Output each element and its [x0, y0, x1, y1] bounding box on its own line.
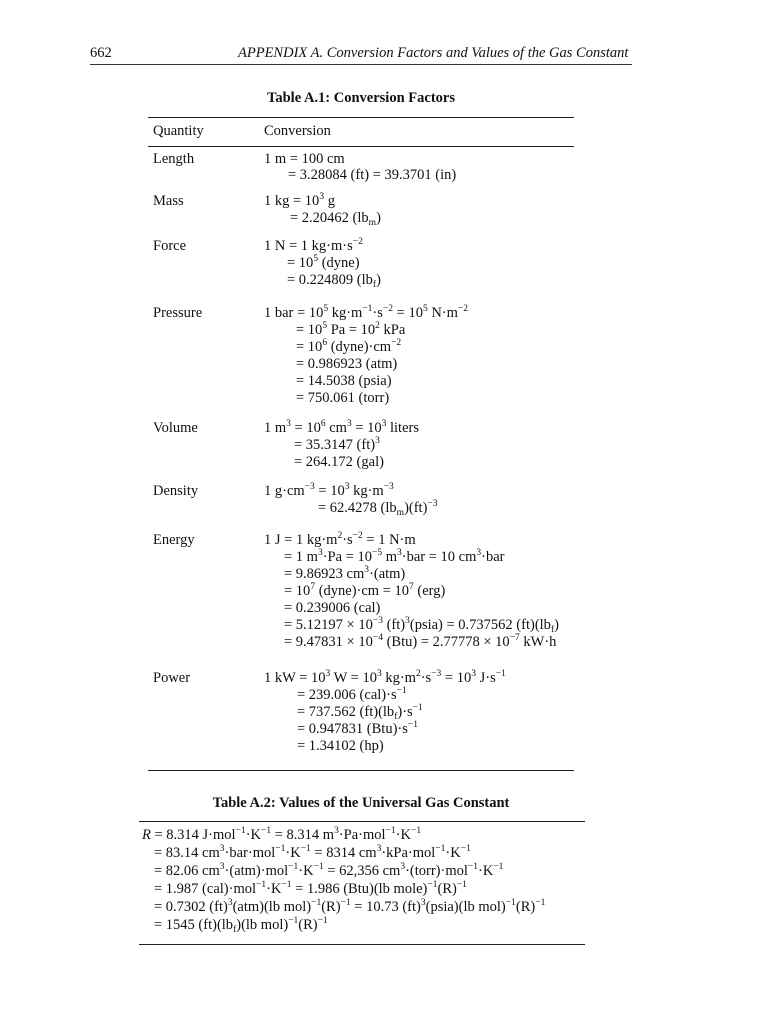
conversion-line: = 62.4278 $(lb_m)(ft)^{-3}$ [318, 499, 438, 518]
table-a2-title: Table A.2: Values of the Universal Gas Constant [212, 795, 510, 811]
table-a1-title: Table A.1: Conversion Factors [267, 90, 455, 106]
conversion-line: = 737.562 $(ft)(lb_f)\cdot s^{-1}$ [297, 703, 423, 722]
quantity-force: Force [153, 238, 187, 254]
quantity-density: Density [153, 483, 199, 499]
conversion-line: = $10^5$ $Pa = 10^2$ kPa [296, 321, 406, 338]
conversion-line: 1 kg = $10^3$ g [264, 192, 335, 209]
gas-constant-line: = 0.7302 (ft)$^3$(atm)(lb $mol)^{-1}(R)^{-1} = 10.73$ (ft)$^3$(psia)(lb $mol)^{-1}(R)^{-1}$ [154, 898, 546, 915]
conversion-line: 1 bar = $10^5$ $kg\cdot m^{-1}\cdot s^{-2} = 10^5$ $N\cdot m^{-2}$ [264, 304, 469, 321]
conversion-line: = 0.224809 $(lb_f)$ [287, 272, 381, 290]
conversion-line: 1 N = 1 $kg\cdot m\cdot s^{-2}$ [264, 237, 363, 254]
conversion-line: = 0.986923 (atm) [296, 356, 398, 372]
quantity-pressure: Pressure [153, 305, 203, 321]
conversion-line: = 9.86923 $cm^3\cdot(atm)$ [284, 565, 406, 582]
conversion-line: = $5.12197 \times 10^{-3}$ (ft)$^3$(psia) = 0.737562 $(ft)(lb_f)$ [284, 616, 559, 635]
quantity-mass: Mass [153, 193, 184, 209]
page-number: 662 [90, 45, 112, 61]
running-title: APPENDIX A. Conversion Factors and Values of the Gas Constant [238, 45, 629, 61]
gas-constant-line: R = 8.314 $J\cdot mol^{-1}\cdot K^{-1} = 8.314$ $m^3\cdot Pa\cdot mol^{-1}\cdot K^{-1}$ [142, 826, 422, 843]
conversion-line: = 1.34102 (hp) [297, 738, 384, 754]
conversion-line: = 239.006 $(cal)\cdot s^{-1}$ [297, 686, 407, 703]
table-a1-header-quantity: Quantity [153, 123, 204, 139]
table-a2-bottom-rule [139, 944, 585, 945]
conversion-line: 1 J = 1 $kg\cdot m^2\cdot s^{-2} = 1$ N·m [264, 531, 416, 548]
conversion-line: = 750.061 (torr) [296, 390, 390, 406]
quantity-energy: Energy [153, 532, 195, 548]
conversion-line: 1 $m^3 = 10^6$ $cm^3 = 10^3$ liters [264, 419, 419, 436]
conversion-line: = $10^5$ (dyne) [287, 254, 360, 271]
gas-constant-line: = 82.06 $cm^3\cdot(atm)\cdot mol^{-1}\cdot K^{-1} = 62,356$ $cm^3\cdot(torr)\cdot mol^{-1}\cdot K^{-1}$ [154, 862, 504, 879]
table-a1-header-conversion: Conversion [264, 123, 331, 139]
conversion-line: = 264.172 (gal) [294, 454, 384, 470]
conversion-line: 1 kW = $10^3$ $W = 10^3$ $kg\cdot m^2\cdot s^{-3} = 10^3$ $J\cdot s^{-1}$ [264, 669, 506, 686]
conversion-line: = 0.239006 (cal) [284, 600, 381, 616]
conversion-line: 1 m = 100 cm [264, 151, 345, 167]
table-a1-bottom-rule [148, 770, 574, 771]
conversion-line: = 1 $m^3\cdot Pa = 10^{-5}$ $m^3\cdot bar = 10$ $cm^3\cdot bar$ [284, 548, 505, 565]
header-rule [90, 64, 632, 65]
table-a1-top-rule [148, 117, 574, 118]
conversion-line: = 3.28084 (ft) = 39.3701 (in) [288, 167, 457, 183]
conversion-line: = $9.47831 \times 10^{-4}$ $(Btu) = 2.77778 \times 10^{-7}$ kW·h [284, 633, 557, 650]
conversion-line: = 35.3147 (ft)$^3$ [294, 436, 380, 453]
gas-constant-line: = 1.987 $(cal)\cdot mol^{-1}\cdot K^{-1} = 1.986$ (Btu)(lb $mole)^{-1}(R)^{-1}$ [154, 880, 467, 897]
gas-constant-line: = 1545 $(ft)(lb_f)(lb$ $mol)^{-1}(R)^{-1}$ [154, 916, 328, 935]
gas-constant-line: = 83.14 $cm^3\cdot bar\cdot mol^{-1}\cdot K^{-1} = 8314$ $cm^3\cdot kPa\cdot mol^{-1}\cdot K^{-1}$ [154, 844, 471, 861]
table-a1-header-rule [148, 146, 574, 147]
conversion-line: = $10^7$ (dyne)·cm = $10^7$ (erg) [284, 582, 446, 599]
quantity-length: Length [153, 151, 195, 167]
table-a2-top-rule [139, 821, 585, 822]
quantity-power: Power [153, 670, 191, 686]
conversion-line: = 2.20462 $(lb_m)$ [290, 210, 381, 228]
conversion-line: = 0.947831 $(Btu)\cdot s^{-1}$ [297, 720, 418, 737]
conversion-line: = 14.5038 (psia) [296, 373, 392, 389]
quantity-volume: Volume [153, 420, 198, 436]
conversion-line: 1 $g\cdot cm^{-3} = 10^3$ $kg\cdot m^{-3}$ [264, 482, 394, 499]
conversion-line: = $10^6$ $(dyne)\cdot cm^{-2}$ [296, 338, 402, 355]
